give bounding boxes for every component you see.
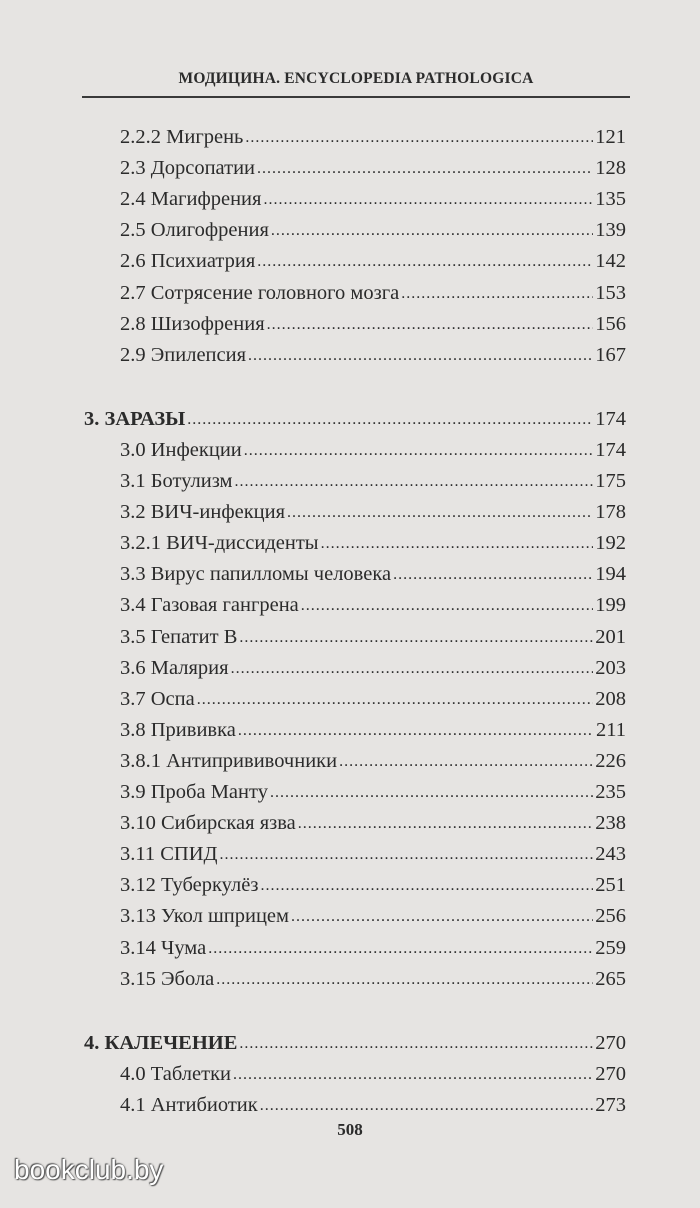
toc-entry-page: 156 — [595, 313, 626, 335]
toc-entry — [0, 466, 626, 497]
toc-chapter-entry — [0, 1028, 626, 1059]
toc-entry-title: 3.4 Газовая гангрена — [120, 594, 299, 616]
toc-entry-page: 259 — [595, 937, 626, 959]
toc-entry — [0, 246, 626, 277]
toc-entry-title: 3.8 Прививка — [120, 719, 236, 741]
toc-entry-title: 3.2 ВИЧ-инфекция — [120, 501, 286, 523]
toc-entry-page: 174 — [595, 408, 626, 430]
toc-entry — [0, 933, 626, 964]
toc-entry-title: 4.0 Таблетки — [120, 1063, 231, 1085]
toc-leader-dots — [287, 496, 593, 528]
toc-entry — [0, 808, 626, 839]
toc-entry-page: 135 — [595, 188, 626, 210]
toc-entry-page: 192 — [595, 532, 626, 554]
toc-entry-title: 3.6 Малярия — [120, 657, 229, 679]
toc-entry-page: 256 — [595, 905, 626, 927]
header-rule — [82, 96, 630, 98]
toc-entry-page: 235 — [595, 781, 626, 803]
toc-entry — [0, 153, 626, 184]
toc-entry-title: 3.13 Укол шприцем — [120, 905, 289, 927]
toc-entry-title: 2.8 Шизофрения — [120, 313, 265, 335]
toc-entry — [0, 497, 626, 528]
toc-entry — [0, 777, 626, 808]
toc-entry — [0, 278, 626, 309]
toc-leader-dots — [187, 403, 593, 435]
toc-entry-title: 2.9 Эпилепсия — [120, 344, 247, 366]
toc-entry — [0, 215, 626, 246]
toc-entry-page: 128 — [595, 157, 626, 179]
toc-entry-page: 178 — [595, 501, 626, 523]
toc-entry — [0, 1059, 626, 1090]
toc-entry-page: 139 — [595, 219, 626, 241]
toc-entry — [0, 964, 626, 995]
toc-entry-title: 3.3 Вирус папилломы человека — [120, 563, 392, 585]
toc-entry-title: 3. ЗАРАЗЫ — [84, 408, 186, 430]
toc-leader-dots — [231, 652, 594, 684]
toc-entry-page: 211 — [596, 719, 626, 741]
toc-entry-page: 167 — [595, 344, 626, 366]
toc-leader-dots — [260, 869, 593, 901]
toc-leader-dots — [233, 1058, 593, 1090]
toc-leader-dots — [257, 152, 593, 184]
toc-entry-page: 153 — [595, 282, 626, 304]
toc-entry-title: 2.5 Олигофрения — [120, 219, 269, 241]
toc-leader-dots — [270, 776, 593, 808]
toc-leader-dots — [216, 963, 593, 995]
toc-entry-page: 265 — [595, 968, 626, 990]
toc-entry — [0, 122, 626, 153]
toc-leader-dots — [298, 807, 594, 839]
toc-entry — [0, 435, 626, 466]
toc-entry-page: 270 — [595, 1063, 626, 1085]
toc-entry — [0, 590, 626, 621]
toc-entry-title: 3.12 Туберкулёз — [120, 874, 259, 896]
toc-entry — [0, 839, 626, 870]
toc-leader-dots — [321, 527, 594, 559]
toc-leader-dots — [197, 683, 594, 715]
toc-entry — [0, 653, 626, 684]
page-number: 508 — [337, 1120, 363, 1139]
toc-entry-title: 2.7 Сотрясение головного мозга — [120, 282, 400, 304]
toc-entry-page: 121 — [595, 126, 626, 148]
toc-entry-page: 203 — [595, 657, 626, 679]
toc-entry-page: 270 — [595, 1032, 626, 1054]
toc-entry — [0, 870, 626, 901]
toc-entry-title: 3.10 Сибирская язва — [120, 812, 296, 834]
toc-entry-page: 238 — [595, 812, 626, 834]
toc-leader-dots — [260, 1089, 594, 1121]
toc-leader-dots — [401, 277, 593, 309]
toc-entry — [0, 1090, 626, 1121]
toc-entry-title: 3.14 Чума — [120, 937, 207, 959]
toc-entry-title: 2.4 Магифрения — [120, 188, 262, 210]
toc-entry — [0, 309, 626, 340]
toc-entry — [0, 901, 626, 932]
toc-leader-dots — [257, 245, 593, 277]
toc-entry-title: 2.6 Психиатрия — [120, 250, 256, 272]
toc-leader-dots — [244, 434, 593, 466]
toc-leader-dots — [301, 589, 593, 621]
toc-entry — [0, 684, 626, 715]
toc-leader-dots — [263, 183, 593, 215]
toc-entry-title: 3.11 СПИД — [120, 843, 218, 865]
toc-entry-page: 273 — [595, 1094, 626, 1116]
toc-leader-dots — [208, 932, 593, 964]
toc-leader-dots — [248, 339, 593, 371]
toc-entry-page: 208 — [595, 688, 626, 710]
toc-entry — [0, 184, 626, 215]
toc-entry-page: 199 — [595, 594, 626, 616]
toc-entry-title: 2.2.2 Мигрень — [120, 126, 244, 148]
toc-entry — [0, 340, 626, 371]
toc-entry-title: 3.2.1 ВИЧ-диссиденты — [120, 532, 319, 554]
toc-entry-page: 194 — [595, 563, 626, 585]
toc-entry-title: 3.1 Ботулизм — [120, 470, 233, 492]
toc-leader-dots — [235, 465, 594, 497]
toc-entry-title: 3.5 Гепатит В — [120, 626, 238, 648]
toc-entry-title: 3.15 Эбола — [120, 968, 215, 990]
toc-leader-dots — [238, 714, 594, 746]
toc-entry-page: 243 — [595, 843, 626, 865]
toc-entry — [0, 559, 626, 590]
toc-chapter-entry — [0, 404, 626, 435]
running-title: МОДИЦИНА. ENCYCLOPEDIA PATHOLOGICA — [178, 70, 534, 87]
toc-entry-title: 3.9 Проба Манту — [120, 781, 268, 803]
toc-entry-title: 2.3 Дорсопатии — [120, 157, 256, 179]
toc-leader-dots — [393, 558, 593, 590]
toc-entry-page: 201 — [595, 626, 626, 648]
toc-entry — [0, 622, 626, 653]
toc-entry-page: 175 — [595, 470, 626, 492]
toc-entry-page: 142 — [595, 250, 626, 272]
toc-leader-dots — [245, 121, 593, 153]
toc-leader-dots — [271, 214, 593, 246]
toc-entry-page: 174 — [595, 439, 626, 461]
toc-entry-title: 3.8.1 Антипрививочники — [120, 750, 338, 772]
toc-leader-dots — [220, 838, 594, 870]
toc-entry-title: 3.0 Инфекции — [120, 439, 242, 461]
toc-leader-dots — [239, 1027, 593, 1059]
toc-entry-title: 4. КАЛЕЧЕНИЕ — [84, 1032, 238, 1054]
toc-leader-dots — [239, 621, 593, 653]
toc-entry-page: 251 — [595, 874, 626, 896]
watermark-logo: bookclub.by — [14, 1154, 164, 1185]
toc-entry-title: 4.1 Антибиотик — [120, 1094, 258, 1116]
toc-leader-dots — [291, 900, 593, 932]
toc-leader-dots — [339, 745, 593, 777]
toc-entry-title: 3.7 Оспа — [120, 688, 195, 710]
toc-entry-page: 226 — [595, 750, 626, 772]
toc-entry — [0, 715, 626, 746]
toc-entry — [0, 528, 626, 559]
toc-entry — [0, 746, 626, 777]
toc-leader-dots — [267, 308, 594, 340]
